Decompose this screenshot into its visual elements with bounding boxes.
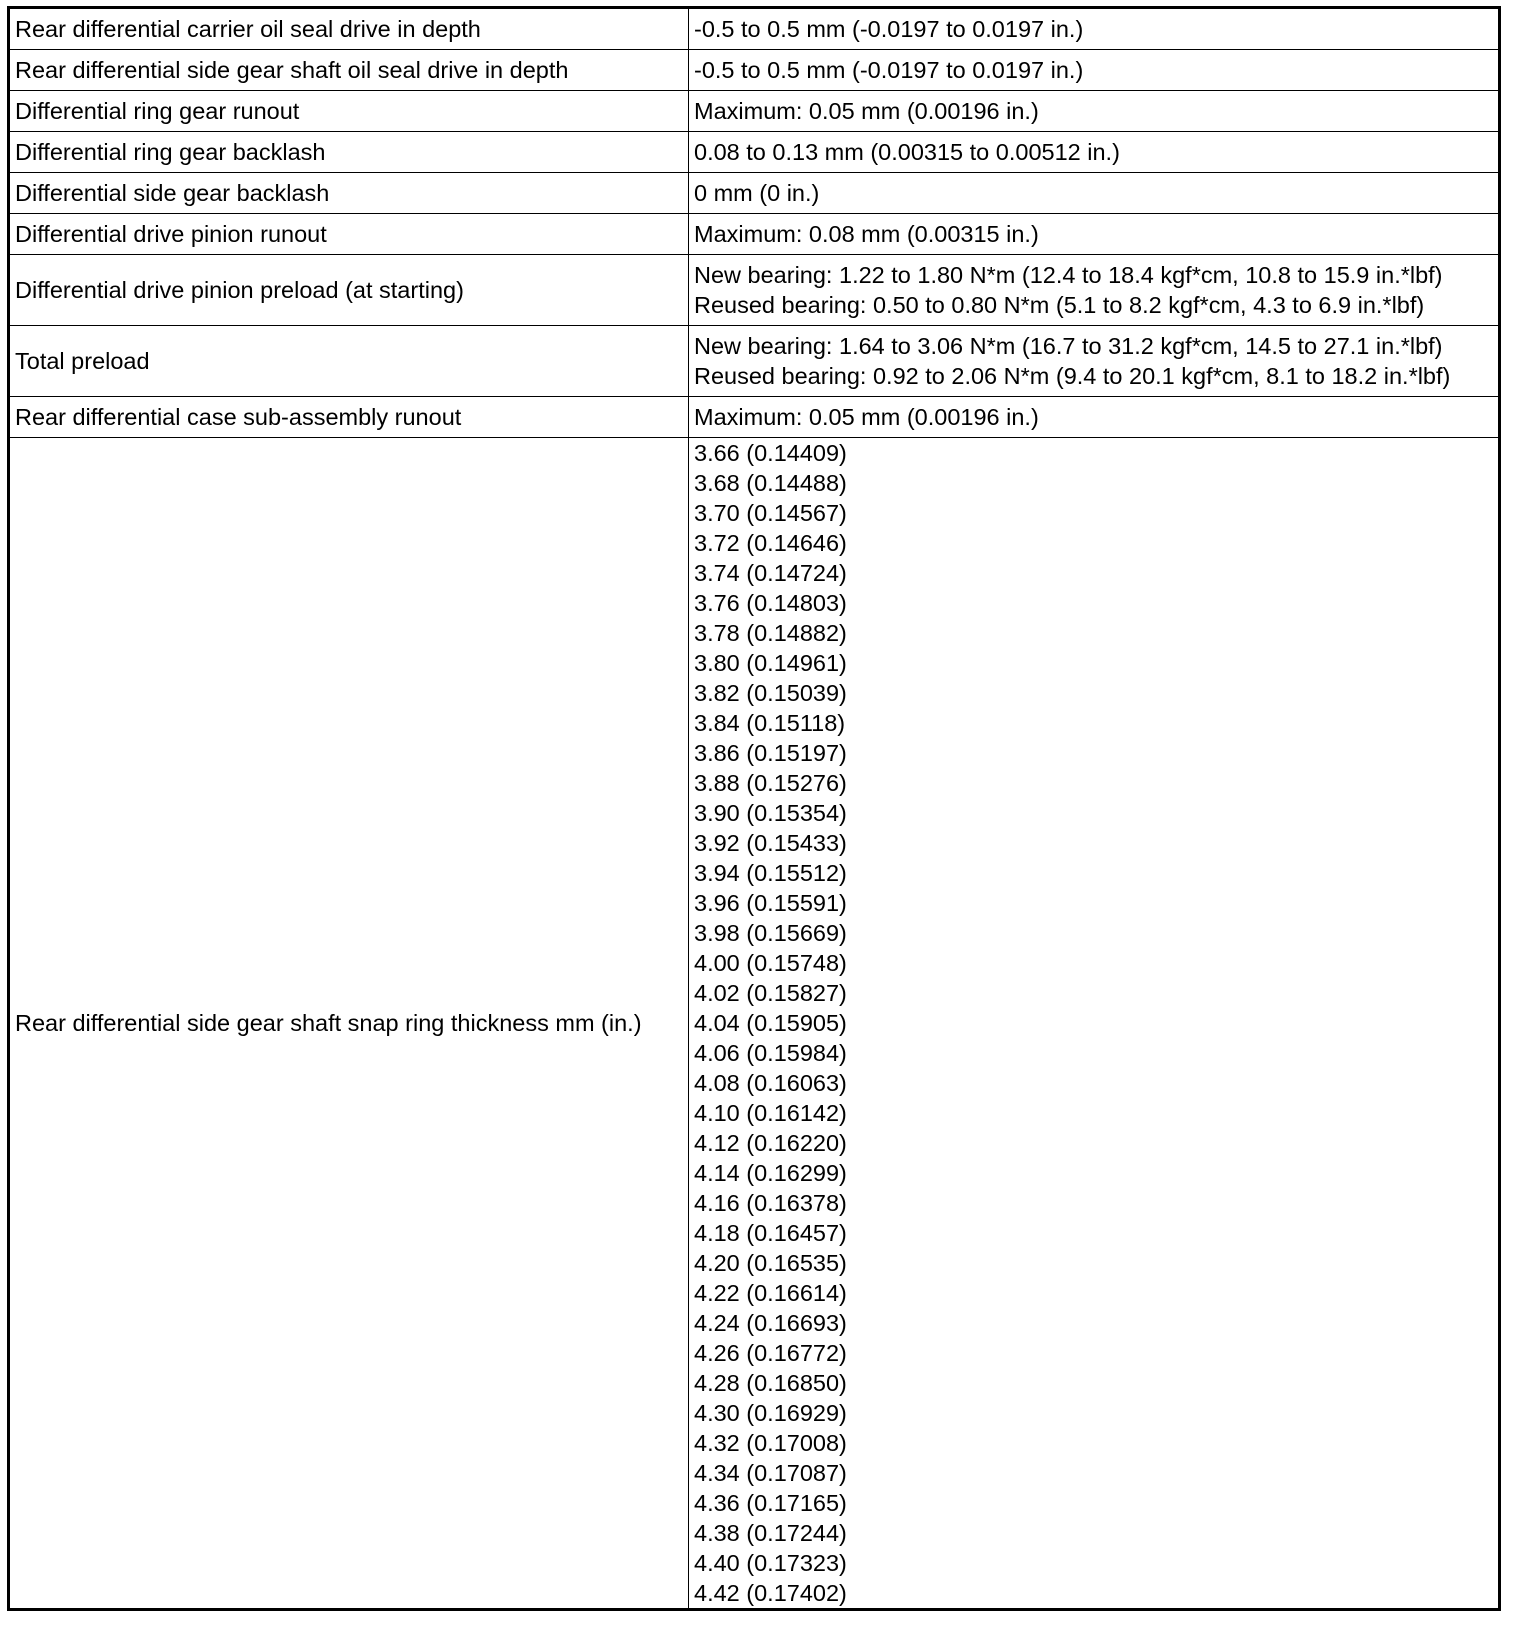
spec-value-line: Maximum: 0.05 mm (0.00196 in.) xyxy=(694,404,1039,430)
snap-ring-thickness-item: 4.22 (0.16614) xyxy=(694,1280,847,1306)
snap-ring-thickness-item: 4.00 (0.15748) xyxy=(694,950,847,976)
snap-ring-thickness-item: 4.40 (0.17323) xyxy=(694,1550,847,1576)
spec-label: Rear differential side gear shaft oil seal drive in depth xyxy=(9,50,689,91)
snap-ring-thickness-list xyxy=(689,438,1500,1610)
snap-ring-thickness-item: 3.78 (0.14882) xyxy=(694,620,847,646)
spec-label: Differential drive pinion preload (at starting) xyxy=(9,255,689,326)
specification-table xyxy=(7,6,1501,1611)
snap-ring-thickness-item: 4.06 (0.15984) xyxy=(694,1040,847,1066)
snap-ring-thickness-item: 3.90 (0.15354) xyxy=(694,800,847,826)
spec-label: Rear differential side gear shaft snap ring thickness mm (in.) xyxy=(9,438,689,1610)
snap-ring-thickness-item: 4.02 (0.15827) xyxy=(694,980,847,1006)
spec-value xyxy=(689,397,1500,438)
spec-value-line: 0 mm (0 in.) xyxy=(694,180,820,206)
snap-ring-thickness-item: 4.08 (0.16063) xyxy=(694,1070,847,1096)
snap-ring-thickness-item: 4.18 (0.16457) xyxy=(694,1220,847,1246)
spec-value-line: Maximum: 0.08 mm (0.00315 in.) xyxy=(694,221,1039,247)
table-row xyxy=(9,91,1500,132)
table-row xyxy=(9,132,1500,173)
spec-value xyxy=(689,255,1500,326)
spec-value xyxy=(689,91,1500,132)
snap-ring-thickness-item: 4.30 (0.16929) xyxy=(694,1400,847,1426)
table-row xyxy=(9,214,1500,255)
snap-ring-thickness-item: 3.84 (0.15118) xyxy=(694,710,846,736)
spec-value-line: -0.5 to 0.5 mm (-0.0197 to 0.0197 in.) xyxy=(694,57,1084,83)
table-row xyxy=(9,173,1500,214)
spec-label: Differential ring gear backlash xyxy=(9,132,689,173)
snap-ring-thickness-item: 4.34 (0.17087) xyxy=(694,1460,847,1486)
spec-value xyxy=(689,132,1500,173)
snap-ring-thickness-item: 4.16 (0.16378) xyxy=(694,1190,847,1216)
snap-ring-thickness-item: 3.80 (0.14961) xyxy=(694,650,847,676)
snap-ring-thickness-item: 4.12 (0.16220) xyxy=(694,1130,847,1156)
spec-value xyxy=(689,326,1500,397)
snap-ring-thickness-item: 4.14 (0.16299) xyxy=(694,1160,847,1186)
spec-value-line: New bearing: 1.22 to 1.80 N*m (12.4 to 18.4 kgf*cm, 10.8 to 15.9 in.*lbf) xyxy=(694,262,1443,288)
snap-ring-thickness-item: 3.76 (0.14803) xyxy=(694,590,847,616)
spec-value-line: Reused bearing: 0.92 to 2.06 N*m (9.4 to 20.1 kgf*cm, 8.1 to 18.2 in.*lbf) xyxy=(694,363,1451,389)
spec-value xyxy=(689,50,1500,91)
table-row xyxy=(9,50,1500,91)
snap-ring-thickness-item: 4.26 (0.16772) xyxy=(694,1340,847,1366)
spec-value xyxy=(689,173,1500,214)
table-row xyxy=(9,397,1500,438)
spec-label: Differential side gear backlash xyxy=(9,173,689,214)
snap-ring-thickness-item: 4.32 (0.17008) xyxy=(694,1430,847,1456)
snap-ring-thickness-item: 4.38 (0.17244) xyxy=(694,1520,847,1546)
spec-value xyxy=(689,214,1500,255)
snap-ring-thickness-item: 4.28 (0.16850) xyxy=(694,1370,847,1396)
spec-value-line: New bearing: 1.64 to 3.06 N*m (16.7 to 31.2 kgf*cm, 14.5 to 27.1 in.*lbf) xyxy=(694,333,1443,359)
table-row xyxy=(9,438,1500,1610)
snap-ring-thickness-item: 3.86 (0.15197) xyxy=(694,740,847,766)
spec-label: Differential drive pinion runout xyxy=(9,214,689,255)
snap-ring-thickness-item: 4.24 (0.16693) xyxy=(694,1310,847,1336)
table-row xyxy=(9,326,1500,397)
snap-ring-thickness-item: 3.96 (0.15591) xyxy=(694,890,847,916)
spec-label: Rear differential case sub-assembly runout xyxy=(9,397,689,438)
snap-ring-thickness-item: 4.36 (0.17165) xyxy=(694,1490,847,1516)
snap-ring-thickness-item: 3.68 (0.14488) xyxy=(694,470,847,496)
spec-label: Total preload xyxy=(9,326,689,397)
spec-label: Rear differential carrier oil seal drive in depth xyxy=(9,8,689,50)
spec-label: Differential ring gear runout xyxy=(9,91,689,132)
snap-ring-thickness-item: 3.94 (0.15512) xyxy=(694,860,847,886)
spec-value-line: 0.08 to 0.13 mm (0.00315 to 0.00512 in.) xyxy=(694,139,1120,165)
snap-ring-thickness-item: 3.74 (0.14724) xyxy=(694,560,847,586)
snap-ring-thickness-item: 3.72 (0.14646) xyxy=(694,530,847,556)
spec-value-line: -0.5 to 0.5 mm (-0.0197 to 0.0197 in.) xyxy=(694,16,1084,42)
snap-ring-thickness-item: 3.98 (0.15669) xyxy=(694,920,847,946)
snap-ring-thickness-item: 3.82 (0.15039) xyxy=(694,680,847,706)
spec-value-line: Maximum: 0.05 mm (0.00196 in.) xyxy=(694,98,1039,124)
snap-ring-thickness-item: 4.10 (0.16142) xyxy=(694,1100,847,1126)
snap-ring-thickness-item: 4.42 (0.17402) xyxy=(694,1580,847,1606)
spec-value xyxy=(689,8,1500,50)
snap-ring-thickness-item: 4.20 (0.16535) xyxy=(694,1250,847,1276)
snap-ring-thickness-item: 3.88 (0.15276) xyxy=(694,770,847,796)
table-row xyxy=(9,255,1500,326)
snap-ring-thickness-item: 3.92 (0.15433) xyxy=(694,830,847,856)
table-row xyxy=(9,8,1500,50)
snap-ring-thickness-item: 3.66 (0.14409) xyxy=(694,440,847,466)
spec-value-line: Reused bearing: 0.50 to 0.80 N*m (5.1 to 8.2 kgf*cm, 4.3 to 6.9 in.*lbf) xyxy=(694,292,1425,318)
snap-ring-thickness-item: 4.04 (0.15905) xyxy=(694,1010,847,1036)
snap-ring-thickness-item: 3.70 (0.14567) xyxy=(694,500,847,526)
